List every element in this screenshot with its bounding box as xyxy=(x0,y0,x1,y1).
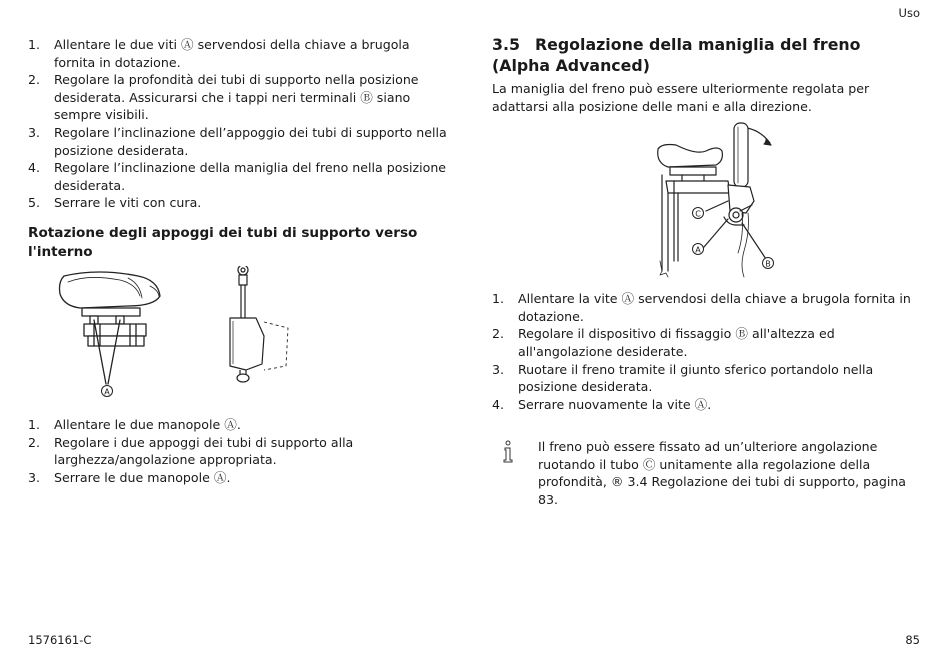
section-label: Uso xyxy=(898,6,920,20)
list-item: 1. Allentare le due viti Ⓐ servendosi della chiave a brugola fornita in dotazione. xyxy=(28,37,410,70)
list-item: 1. Allentare le due manopole Ⓐ. xyxy=(28,416,241,432)
list-item: 4. Serrare nuovamente la vite Ⓐ. xyxy=(492,396,712,412)
figure-label-c: C xyxy=(695,209,701,219)
subheading-rotation: Rotazione degli appoggi dei tubi di supporto verso l'interno xyxy=(28,224,418,260)
list-item: 3. Regolare l’inclinazione dell’appoggio dei tubi di supporto nella posizione desiderata. xyxy=(28,124,447,158)
steps-list-brake xyxy=(492,290,917,413)
heading-text: Regolazione della maniglia del freno (Alpha Advanced) xyxy=(492,35,861,75)
brake-handle-illustration xyxy=(492,121,917,306)
list-item: 2. Regolare la profondità dei tubi di supporto nella posizione desiderata. Assicurarsi che i tappi neri terminali Ⓑ siano sempre visibili. xyxy=(28,72,419,123)
steps-list-1 xyxy=(28,36,448,212)
list-item: 3. Ruotare il freno tramite il giunto sferico portandolo nella posizione desiderata. xyxy=(492,361,874,395)
list-item: 4. Regolare l’inclinazione della maniglia del freno nella posizione desiderata. xyxy=(28,160,447,193)
armrest-rotation-illustration xyxy=(28,266,328,406)
steps-list-2 xyxy=(28,416,448,486)
info-icon xyxy=(500,440,516,469)
list-item: 2. Regolare i due appoggi dei tubi di supporto alla larghezza/angolazione appropriata. xyxy=(28,434,354,468)
note-box xyxy=(492,438,917,508)
list-item: 5. Serrare le viti con cura. xyxy=(28,195,202,211)
figure-label-a: A xyxy=(695,245,701,255)
figure-label-b: B xyxy=(765,259,771,269)
document-number: 1576161-C xyxy=(28,633,92,647)
page-number: 85 xyxy=(905,633,920,647)
list-item: 1. Allentare la vite Ⓐ servendosi della chiave a brugola fornita in dotazione. xyxy=(492,291,911,324)
intro-paragraph: La maniglia del freno può essere ulteriormente regolata per adattarsi alla posizione delle mani e alla direzione. xyxy=(492,81,870,114)
heading-number: 3.5 xyxy=(492,35,520,54)
note-text: Il freno può essere fissato ad un’ulteriore angolazione ruotando il tubo Ⓒ unitamente alla regolazione della profondità, ® 3.4 Regolazione dei tubi di supporto, pagina 83. xyxy=(538,439,907,507)
right-column xyxy=(492,34,917,507)
left-column xyxy=(28,36,448,486)
section-heading xyxy=(492,34,917,76)
figure-label-a: A xyxy=(104,387,110,397)
list-item: 2. Regolare il dispositivo di fissaggio Ⓑ all'altezza ed all'angolazione desiderate. xyxy=(492,326,835,359)
list-item: 3. Serrare le due manopole Ⓐ. xyxy=(28,469,231,485)
